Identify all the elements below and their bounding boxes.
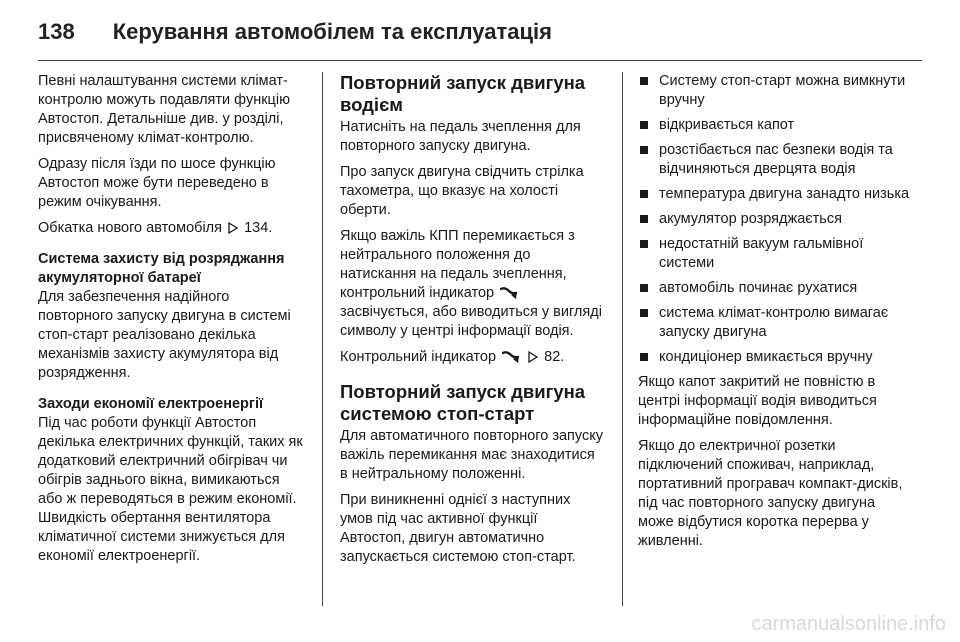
paragraph: Якщо до електричної розетки підключений споживач, наприклад, портативний програвач компакт-дисків, під час повторного запуску двигуна може відбутися коротка перерва у живленні. (638, 438, 903, 549)
column-right (638, 72, 914, 558)
list-item-text: температура двигуна занадто низька (659, 186, 910, 202)
column-divider-1 (322, 72, 323, 606)
paragraph: Одразу після їзди по шосе функцію Автостоп може бути переведено в режим очікування. (38, 156, 276, 210)
list-item (638, 72, 914, 110)
bullet-square-icon (640, 190, 648, 198)
paragraph: Для автоматичного повторного запуску важіль перемикання має знаходитися в нейтральному положенні. (340, 428, 603, 482)
list-item-text: розстібається пас безпеки водія та відчиняються дверцята водія (659, 142, 893, 177)
header-rule (38, 60, 922, 61)
column-middle (340, 72, 606, 574)
paragraph: При виникненні однієї з наступних умов під час активної функції Автостоп, двигун автоматично запускається системою стоп-старт. (340, 492, 576, 565)
bullet-square-icon (640, 240, 648, 248)
paragraph: Натисніть на педаль зчеплення для повторного запуску двигуна. (340, 119, 581, 154)
watermark: carmanualsonline.info (751, 613, 946, 635)
list-item (638, 185, 914, 204)
list-item (638, 348, 914, 367)
column-divider-2 (622, 72, 623, 606)
paragraph: Якщо капот закритий не повністю в центрі інформації водія виводиться інформаційне повідомлення. (638, 374, 877, 428)
list-item (638, 304, 914, 342)
page-reference-icon (528, 351, 538, 363)
bullet-square-icon (640, 284, 648, 292)
list-item-text: система клімат-контролю вимагає запуску двигуна (659, 305, 889, 340)
subheading: Заходи економії електроенергії (38, 396, 264, 412)
list-item (638, 116, 914, 135)
page-reference-icon (228, 222, 238, 234)
list-item-text: недостатній вакуум гальмівної системи (659, 236, 864, 271)
paragraph-text: засвічується, або виводиться у вигляді символу у центрі інформації водія. (340, 304, 602, 339)
bullet-square-icon (640, 77, 648, 85)
list-item (638, 210, 914, 229)
subheading: Система захисту від розряджання акумуляторної батареї (38, 251, 285, 286)
list-item-text: кондиціонер вмикається вручну (659, 349, 873, 365)
list-item-text: акумулятор розряджається (659, 211, 842, 227)
bullet-square-icon (640, 121, 648, 129)
bullet-square-icon (640, 309, 648, 317)
section-heading: Повторний запуск двигуна системою стоп-старт (340, 381, 586, 424)
paragraph: Для забезпечення надійного повторного запуску двигуна в системі стоп-старт реалізовано декілька механізмів захисту акумулятора від розрядження. (38, 289, 291, 381)
section-heading: Повторний запуск двигуна водієм (340, 72, 586, 115)
list-item-text: відкривається капот (659, 117, 795, 133)
paragraph-with-icon (340, 227, 606, 341)
page-reference[interactable]: 134. (244, 220, 273, 236)
paragraph: Під час роботи функції Автостоп декілька електричних функцій, таких як додатковий електричний обігрівач чи обігрів заднього вікна, вимикаються або ж переводяться в режим економії. Швидкість обертання вентилятора кліматичної системи знижується для економії електроенергії. (38, 415, 303, 564)
bullet-square-icon (640, 146, 648, 154)
bullet-square-icon (640, 215, 648, 223)
auto-stop-indicator-icon (500, 286, 518, 300)
list-item-text: автомобіль починає рухатися (659, 280, 858, 296)
paragraph: Певні налаштування системи клімат-контролю можуть подавляти функцію Автостоп. Детальніше див. у розділі, присвяченому клімат-контролю. (38, 73, 290, 146)
paragraph-text: Обкатка нового автомобіля (38, 220, 222, 236)
paragraph: Про запуск двигуна свідчить стрілка тахометра, що вказує на холості оберти. (340, 164, 584, 218)
paragraph-text: Якщо важіль КПП перемикається з нейтрального положення до натискання на педаль зчеплення, контрольний індикатор (340, 228, 575, 301)
paragraph-with-ref (38, 219, 308, 238)
list-item (638, 279, 914, 298)
page-number: 138 (38, 19, 75, 44)
list-item-text: Систему стоп-старт можна вимкнути вручну (659, 73, 906, 108)
auto-stop-indicator-icon (502, 350, 520, 364)
bullet-square-icon (640, 353, 648, 361)
page-title: Керування автомобілем та експлуатація (112, 19, 552, 44)
list-item (638, 235, 914, 273)
page-reference[interactable]: 82. (544, 349, 565, 365)
column-left (38, 72, 308, 573)
paragraph-text: Контрольний індикатор (340, 349, 497, 365)
page-header (38, 14, 552, 50)
condition-list (638, 72, 914, 367)
paragraph-with-ref (340, 348, 606, 367)
list-item (638, 141, 914, 179)
